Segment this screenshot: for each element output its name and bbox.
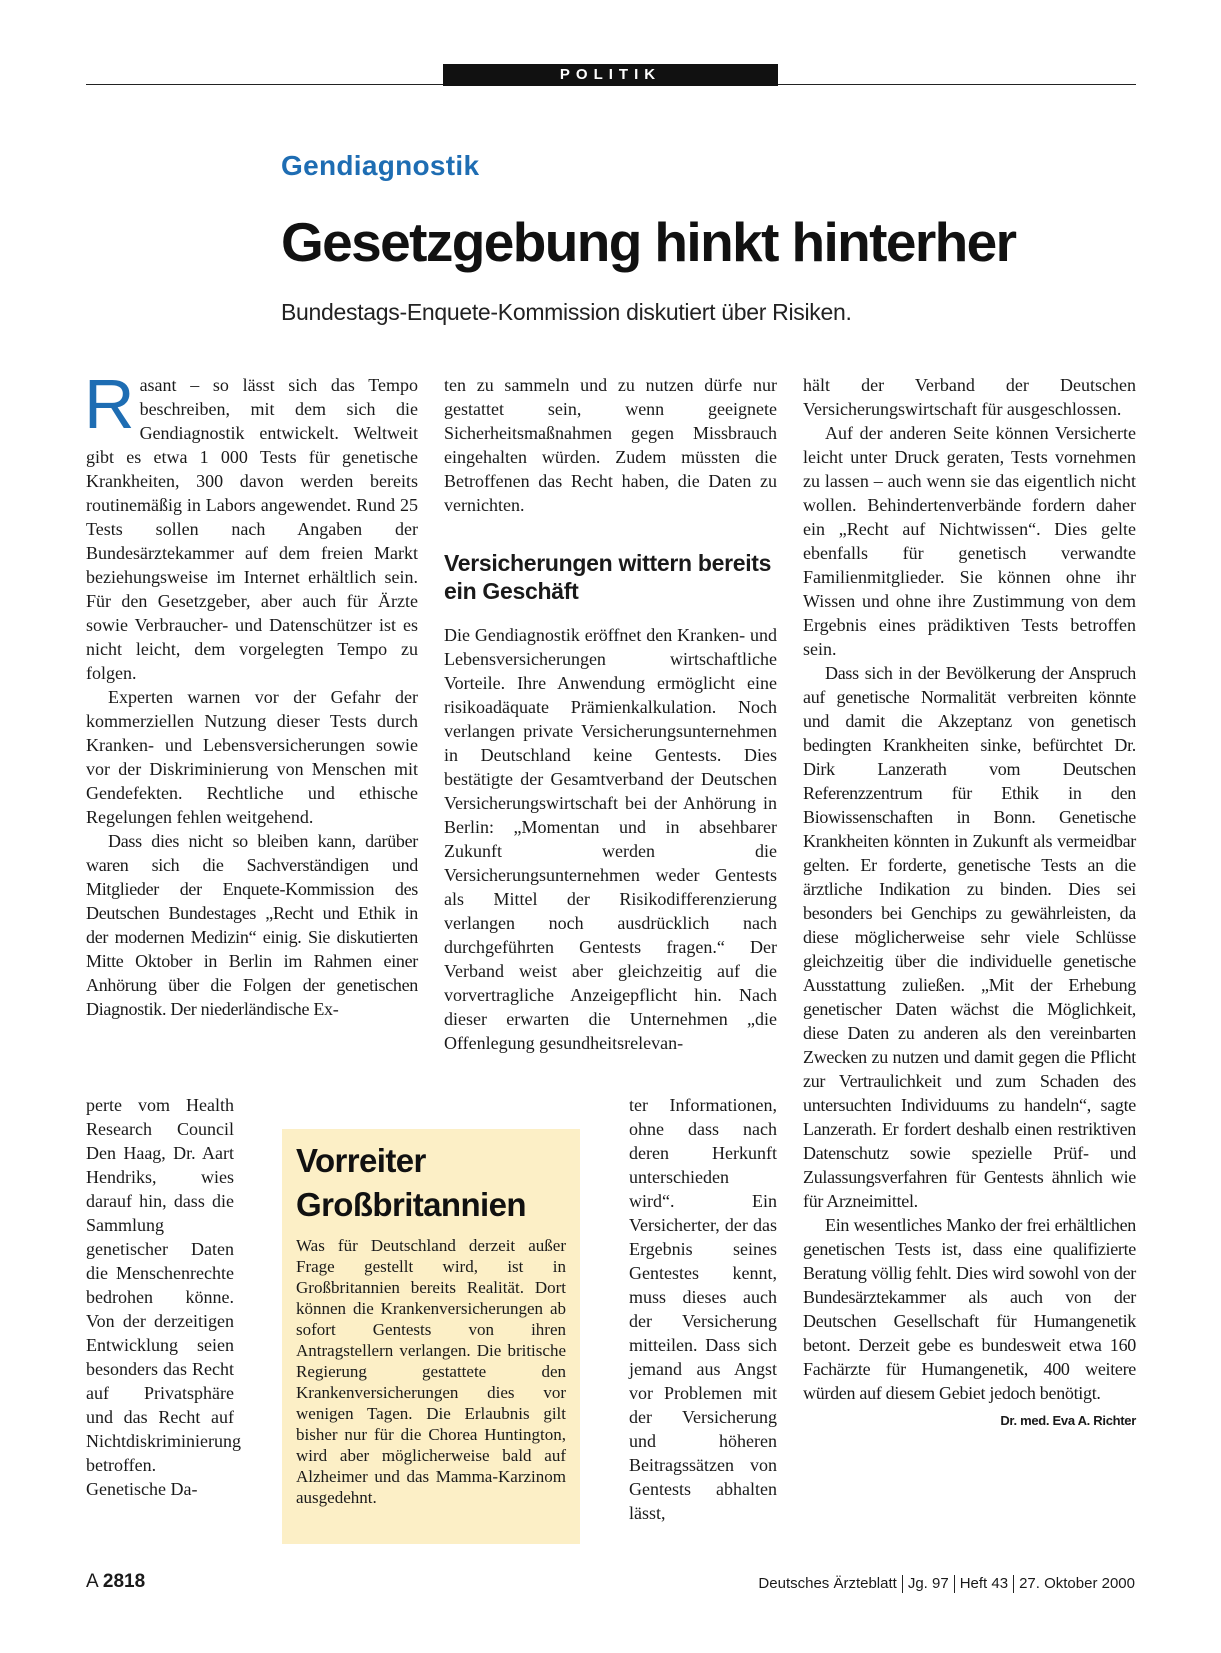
- section-subheading: Versicherungen wittern bereits ein Geschäft: [444, 550, 772, 604]
- author-byline: Dr. med. Eva A. Richter: [1000, 1413, 1136, 1428]
- article-kicker: Gendiagnostik: [281, 150, 480, 181]
- box-title: Vorreiter Großbritannien: [296, 1142, 526, 1223]
- sidebar-box: [282, 1129, 580, 1544]
- paragraph: Experten warnen vor der Gefahr der kommerziellen Nutzung dieser Tests durch Kranken- und Lebensversicherungen sowie vor der Diskriminierung von Menschen mit Gendefekten. Rechtliche und ethische Regelungen fehlen weitgehend.: [86, 687, 418, 827]
- paragraph: ter Informationen, ohne dass nach deren Herkunft unterschieden wird“. Ein Versicherter, der das Ergebnis seines Gentestes kennt, muss dieses auch der Versicherung mitteilen. Dass sich jemand aus Angst vor Problemen mit der Versicherung und höheren Beitragssätzen von Gentests abhalten lässt,: [629, 1095, 777, 1523]
- issue-date: 27. Oktober 2000: [1019, 1575, 1135, 1592]
- paragraph: Dass sich in der Bevölkerung der Anspruch auf genetische Normalität verbreiten könnte und damit die Akzeptanz von genetisch bedingten Krankheiten sinke, befürchtet Dr. Dirk Lanzerath vom Deutschen Referenzzentrum für Ethik in den Biowissenschaften in Bonn. Genetische Krankheiten könnten in Zukunft als vermeidbar gelten. Er forderte, genetische Tests an die ärztliche Indikation zu binden. Dies sei besonders bei Genchips zu gewährleisten, da diese möglicherweise sehr viele Schlüsse gleichzeitig über die individuelle genetische Ausstattung zuließen. „Mit der Erhebung genetischer Daten wächst die Möglichkeit, diese Daten zu anderen als den vereinbarten Zwecken zu nutzen und damit gegen die Pflicht zur Vertraulichkeit und zum Schaden des untersuchten Individuums zu handeln“, sagte Lanzerath. Er fordert deshalb einen restriktiven Datenschutz sowie spezielle Prüf- und Zulassungsverfahren für Gentests ähnlich wie für Arzneimittel.: [803, 663, 1136, 1211]
- box-body: Was für Deutschland derzeit außer Frage gestellt wird, ist in Großbritannien bereits Realität. Dort können die Krankenversicherungen ab sofort Gentests von ihren Antragstellern verlangen. Die britische Regierung gestattete den Krankenversicherungen dies vor wenigen Tagen. Die Erlaubnis gilt bisher nur für die Chorea Huntington, wird aber möglicherweise bald auf Alzheimer und das Mamma-Karzinom ausgedehnt.: [296, 1236, 566, 1507]
- divider: [1013, 1575, 1014, 1593]
- page-prefix: A: [86, 1571, 98, 1592]
- paragraph: hält der Verband der Deutschen Versicherungswirtschaft für ausgeschlossen.: [803, 375, 1136, 419]
- paragraph: Die Gendiagnostik eröffnet den Kranken- und Lebensversicherungen wirtschaftliche Vorteile. Ihre Anwendung ermöglicht eine risikoadäquate Prämienkalkulation. Noch verlangen private Versicherungsunternehmen in Deutschland keine Gentests. Dies bestätigte der Gesamtverband der Deutschen Versicherungswirtschaft bei der Anhörung in Berlin: „Momentan und in absehbarer Zukunft werden die Versicherungsunternehmen weder Gentests als Mittel der Risikodifferenzierung verlangen noch ausdrücklich nach durchgeführten Gentests fragen.“ Der Verband weist aber gleichzeitig auf die vorvertragliche Anzeigepflicht hin. Nach dieser erwarten die Unternehmen „die Offenlegung gesundheitsrelevan-: [444, 625, 777, 1053]
- footer-citation: [758, 1575, 1135, 1593]
- column-2-continued: [629, 1093, 777, 1525]
- page-number: [86, 1571, 145, 1593]
- volume: Jg. 97: [907, 1575, 949, 1592]
- article-headline: Gesetzgebung hinkt hinterher: [281, 211, 1016, 273]
- paragraph: [84, 365, 418, 685]
- page-number-value: 2818: [102, 1571, 146, 1592]
- divider: [954, 1575, 955, 1593]
- paragraph: [803, 1213, 1136, 1428]
- paragraph-text: asant – so lässt sich das Tempo beschreiben, mit dem sich die Gendiagnostik entwickelt. Weltweit gibt es etwa 1 000 Tests für genetische Krankheiten, 300 davon werden bereits routinemäßig in Labors angewendet. Rund 25 Tests sollen nach Angaben der Bundesärztekammer auf dem freien Markt beziehungsweise im Internet erhältlich sein. Für den Gesetzgeber, aber auch für Ärzte sowie Verbraucher- und Datenschützer ist es nicht leicht, dem vorgelegten Tempo zu folgen.: [86, 375, 418, 683]
- paragraph: Auf der anderen Seite können Versicherte leicht unter Druck geraten, Tests vornehmen zu lassen – auch wenn sie das eigentlich nicht wollen. Behindertenverbände fordern daher ein „Recht auf Nichtwissen“. Dies gelte ebenfalls für genetisch verwandte Familienmitglieder. Sie können ohne ihr Wissen und ohne ihre Zustimmung von dem Ergebnis eines prädiktiven Tests betroffen sein.: [803, 423, 1136, 659]
- divider: [902, 1575, 903, 1593]
- issue: Heft 43: [959, 1575, 1009, 1592]
- column-2: [444, 373, 777, 1055]
- drop-cap: R: [84, 365, 135, 443]
- paragraph: perte vom Health Research Council Den Haag, Dr. Aart Hendriks, wies darauf hin, dass die Sammlung genetischer Daten die Menschenrechte bedrohen könne. Von der derzeitigen Entwicklung seien besonders das Recht auf Privatsphäre und das Recht auf Nichtdiskriminierung betroffen. Genetische Da-: [86, 1095, 241, 1499]
- section-label: POLITIK: [443, 64, 778, 86]
- column-3: [803, 373, 1136, 1433]
- journal-name: Deutsches Ärzteblatt: [758, 1575, 897, 1592]
- column-1: [84, 365, 418, 1021]
- paragraph: ten zu sammeln und zu nutzen dürfe nur gestattet sein, wenn geeignete Sicherheitsmaßnahmen gegen Missbrauch eingehalten würden. Zudem müssten die Betroffenen das Recht haben, die Daten zu vernichten.: [444, 375, 777, 515]
- paragraph: Dass dies nicht so bleiben kann, darüber waren sich die Sachverständigen und Mitglieder der Enquete-Kommission des Deutschen Bundestages „Recht und Ethik in der modernen Medizin“ einig. Sie diskutierten Mitte Oktober in Berlin im Rahmen einer Anhörung über die Folgen der genetischen Diagnostik. Der niederländische Ex-: [86, 831, 418, 1019]
- paragraph-text: Ein wesentliches Manko der frei erhältlichen genetischen Tests ist, dass eine qualifizierte Beratung völlig fehlt. Dies wird sowohl von der Bundesärztekammer als auch von der Deutschen Gesellschaft für Humangenetik betont. Derzeit gebe es bundesweit etwa 160 Fachärzte für Humangenetik, 400 weitere würden auf diesem Gebiet jedoch benötigt.: [803, 1215, 1136, 1403]
- column-1-continued: [86, 1093, 241, 1501]
- article-subline: Bundestags-Enquete-Kommission diskutiert über Risiken.: [281, 299, 852, 325]
